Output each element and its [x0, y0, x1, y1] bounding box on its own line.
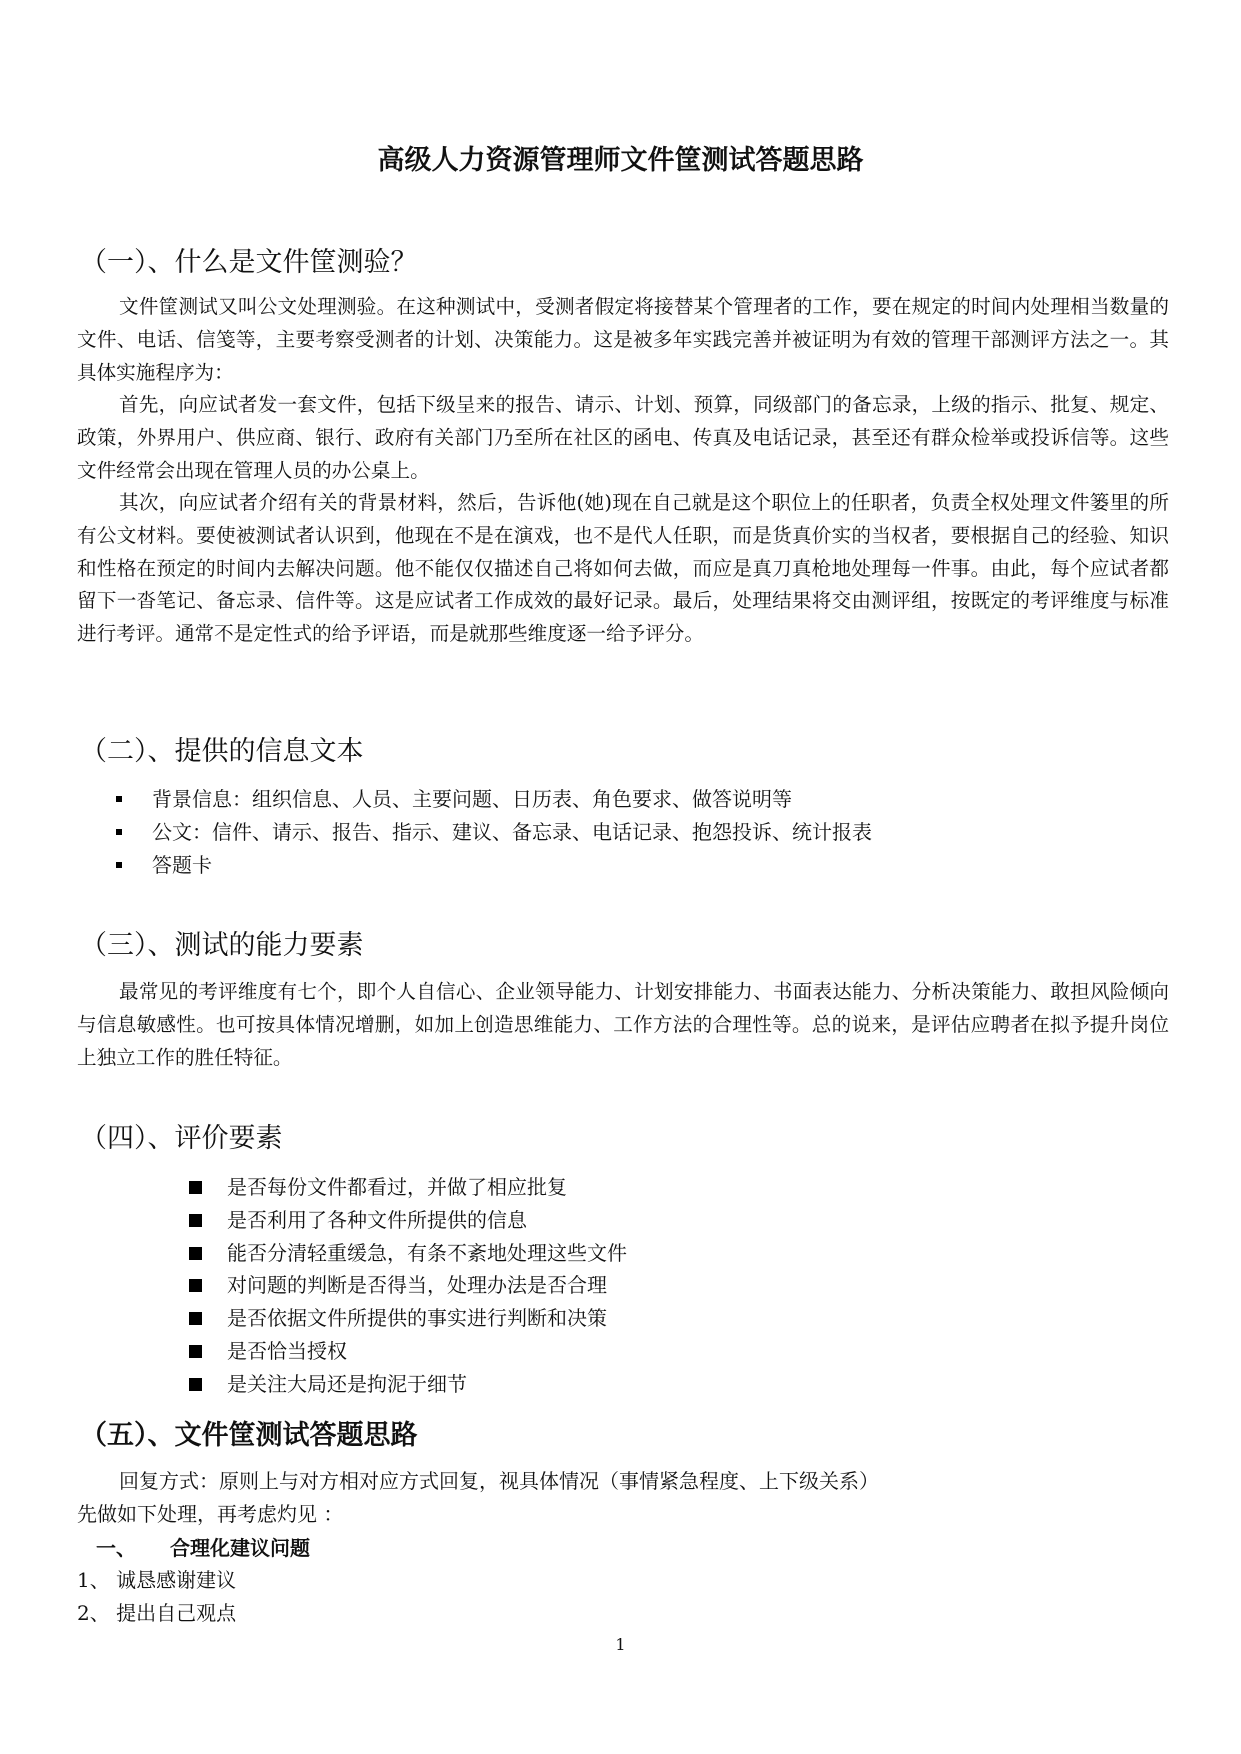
info-text-list [152, 783, 872, 881]
list-item: 是否每份文件都看过，并做了相应批复 [227, 1171, 627, 1204]
bullet-square-icon [189, 1279, 202, 1292]
list-item: 对问题的判断是否得当，处理办法是否合理 [227, 1269, 627, 1302]
reply-method-line-2: 先做如下处理，再考虑灼见 ： [77, 1502, 344, 1526]
list-item: 答题卡 [152, 849, 872, 882]
section-1-heading: （一）、什么是文件筐测验？ [80, 247, 418, 278]
bullet-square-icon [116, 862, 122, 868]
section-1-paragraph-1: 文件筐测试又叫公文处理测验。在这种测试中，受测者假定将接替某个管理者的工作，要在规定的时间内处理相当数量的文件、电话、信笺等，主要考察受测者的计划、决策能力。这是被多年实践完善并被证明为有效的管理干部测评方法之一。其具体实施程序为： [77, 295, 1169, 384]
list-item: 公文：信件、请示、报告、指示、建议、备忘录、电话记录、抱怨投诉、统计报表 [152, 816, 872, 849]
bullet-square-icon [189, 1312, 202, 1325]
list-item: 是否恰当授权 [227, 1335, 627, 1368]
page-title: 高级人力资源管理师文件筐测试答题思路 [377, 145, 864, 176]
section-3-paragraph: 最常见的考评维度有七个，即个人自信心、企业领导能力、计划安排能力、书面表达能力、分析决策能力、敢担风险倾向与信息敏感性。也可按具体情况增删，如加上创造思维能力、工作方法的合理性等。总的说来，是评估应聘者在拟予提升岗位上独立工作的胜任特征。 [77, 980, 1169, 1069]
list-item: 2、 提出自己观点 [77, 1601, 237, 1625]
subsection-title: 合理化建议问题 [170, 1536, 310, 1560]
section-1-paragraph-3: 其次，向应试者介绍有关的背景材料，然后，告诉他(她)现在自己就是这个职位上的任职者，负责全权处理文件篓里的所有公文材料。要使被测试者认识到，他现在不是在演戏，也不是代人任职，而是货真价实的当权者，要根据自己的经验、知识和性格在预定的时间内去解决问题。他不能仅仅描述自己将如何去做，而应是真刀真枪地处理每一件事。由此，每个应试者都留下一沓笔记、备忘录、信件等。这是应试者工作成效的最好记录。最后，处理结果将交由测评组，按既定的考评维度与标准进行考评。通常不是定性式的给予评语，而是就那些维度逐一给予评分。 [77, 491, 1169, 646]
subsection-heading [96, 1533, 310, 1563]
list-item: 能否分清轻重缓急，有条不紊地处理这些文件 [227, 1237, 627, 1270]
bullet-square-icon [189, 1345, 202, 1358]
bullet-square-icon [189, 1247, 202, 1260]
section-1-paragraph-2: 首先，向应试者发一套文件，包括下级呈来的报告、请示、计划、预算，同级部门的备忘录，上级的指示、批复、规定、政策，外界用户、供应商、银行、政府有关部门乃至所在社区的函电、传真及电话记录，甚至还有群众检举或投诉信等。这些文件经常会出现在管理人员的办公桌上。 [77, 393, 1169, 482]
list-item: 背景信息：组织信息、人员、主要问题、日历表、角色要求、做答说明等 [152, 783, 872, 816]
list-item: 是关注大局还是拘泥于细节 [227, 1368, 627, 1401]
bullet-square-icon [116, 829, 122, 835]
bullet-square-icon [189, 1214, 202, 1227]
section-3-heading: （三）、测试的能力要素 [80, 930, 364, 961]
subsection-number: 一、 [96, 1536, 136, 1560]
section-2-heading: （二）、提供的信息文本 [80, 736, 364, 767]
list-item: 是否利用了各种文件所提供的信息 [227, 1204, 627, 1237]
bullet-square-icon [189, 1378, 202, 1391]
bullet-square-icon [189, 1181, 202, 1194]
page-number: 1 [615, 1635, 626, 1654]
bullet-square-icon [116, 796, 122, 802]
evaluation-factor-list [227, 1171, 627, 1401]
section-4-heading: （四）、评价要素 [80, 1123, 283, 1154]
list-item: 1、 诚恳感谢建议 [77, 1568, 237, 1592]
section-5-heading: （五）、文件筐测试答题思路 [80, 1420, 418, 1451]
list-item: 是否依据文件所提供的事实进行判断和决策 [227, 1302, 627, 1335]
reply-method-line-1: 回复方式：原则上与对方相对应方式回复，视具体情况（事情紧急程度、上下级关系） [119, 1469, 879, 1493]
